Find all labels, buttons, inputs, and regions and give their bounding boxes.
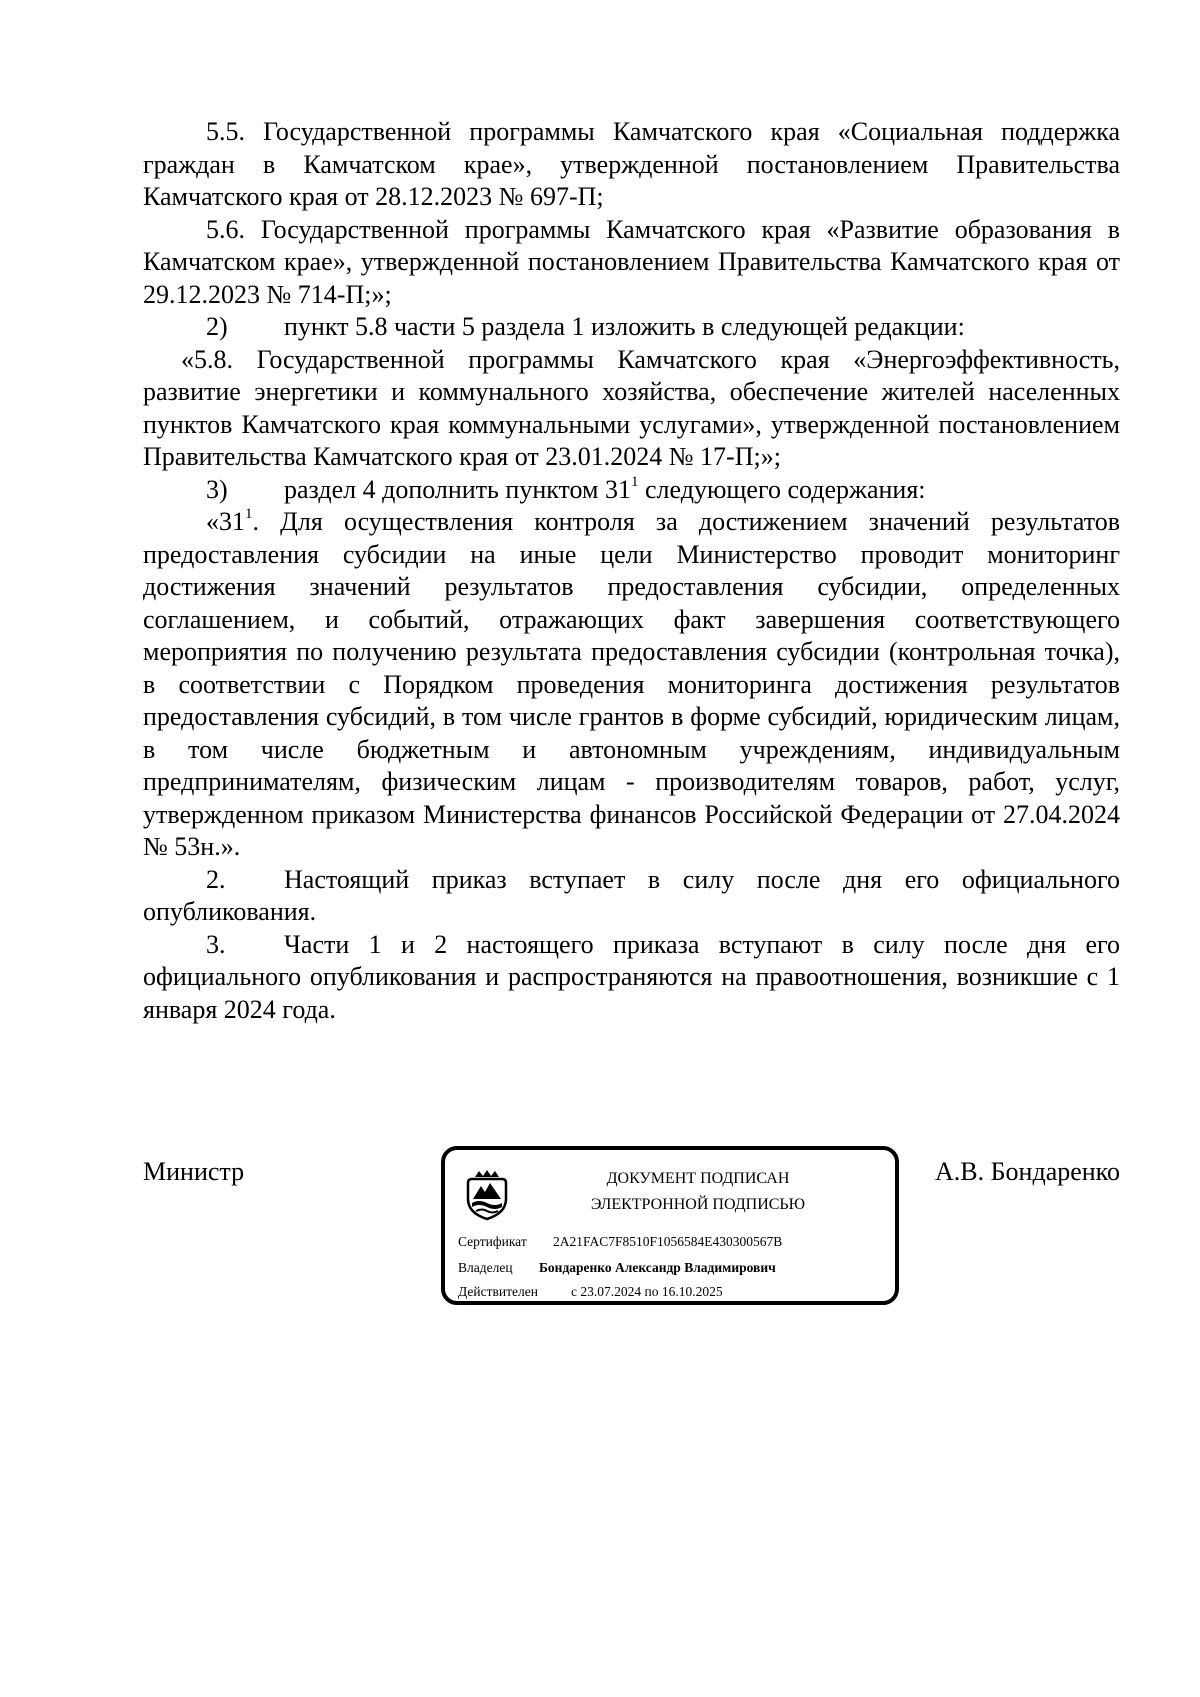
certificate-label: Сертификат bbox=[458, 1234, 527, 1249]
paragraph-number: 3) bbox=[206, 474, 228, 504]
paragraph-text: пункт 5.8 части 5 раздела 1 изложить в следующей редакции: bbox=[284, 312, 965, 341]
paragraph-text: «5.8. Государственной программы Камчатского края «Энергоэффективность, развитие энергетики и коммунального хозяйства, обеспечение жителей населенных пунктов Камчатского края коммунальными услугами», утвержденной постановлением Правительства Камчатского края от 23.01.2024 № 17-П;»; bbox=[143, 344, 1120, 471]
numbered-paragraph bbox=[143, 864, 1120, 929]
owner-value: Бондаренко Александр Владимирович bbox=[539, 1260, 776, 1275]
superscript: 1 bbox=[245, 506, 253, 522]
certificate-value: 2A21FAC7F8510F1056584E430300567B bbox=[553, 1234, 783, 1249]
paragraph bbox=[143, 116, 1120, 214]
owner-label: Владелец bbox=[458, 1260, 513, 1275]
numbered-paragraph bbox=[143, 929, 1120, 1027]
stamp-heading bbox=[533, 1166, 863, 1218]
validity-value: с 23.07.2024 по 16.10.2025 bbox=[571, 1284, 723, 1299]
stamp-heading-line2: ЭЛЕКТРОННОЙ ПОДПИСЬЮ bbox=[590, 1196, 806, 1213]
validity-label: Действителен bbox=[458, 1284, 538, 1299]
numbered-paragraph bbox=[143, 474, 1120, 507]
superscript: 1 bbox=[631, 473, 639, 490]
stamp-heading-line1: ДОКУМЕНТ ПОДПИСАН bbox=[606, 1170, 790, 1187]
paragraph bbox=[143, 214, 1120, 312]
paragraph-text: 5.5. Государственной программы Камчатского края «Социальная поддержка граждан в Камчатском крае», утвержденной постановлением Правительства Камчатского края от 28.12.2023 № 697-П; bbox=[143, 117, 1120, 211]
paragraph-text-continued: следующего содержания: bbox=[638, 474, 926, 504]
paragraph-number: 3. bbox=[206, 929, 226, 959]
kamchatka-coat-of-arms-icon bbox=[464, 1169, 510, 1221]
stamp-certificate-row bbox=[458, 1234, 782, 1250]
paragraph bbox=[143, 344, 1120, 474]
paragraph bbox=[143, 506, 1120, 864]
signer-title: Министр bbox=[143, 1157, 245, 1186]
paragraph-text: Части 1 и 2 настоящего приказа вступают в силу после дня его официального опубликования и распространяются на правоотношения, возникшие с 1 января 2024 года. bbox=[143, 929, 1120, 1024]
stamp-owner-row bbox=[458, 1260, 776, 1276]
paragraph-text: раздел 4 дополнить пунктом 31 bbox=[284, 474, 632, 504]
electronic-signature-stamp bbox=[441, 1146, 899, 1305]
paragraph-number: 2. bbox=[206, 864, 226, 894]
stamp-validity-row bbox=[458, 1284, 723, 1300]
numbered-paragraph bbox=[143, 311, 1120, 344]
paragraph-text-continued: . Для осуществления контроля за достижением значений результатов предоставления субсидии на иные цели Министерство проводит мониторинг достижения значений результатов предоставления субсидии, определенных соглашением, и событий, отражающих факт завершения соответствующего мероприятия по получению результата предоставления субсидии (контрольная точка), в соответствии с Порядком проведения мониторинга достижения результатов предоставления субсидий, в том числе грантов в форме субсидий, юридическим лицам, в том числе бюджетным и автономным учреждениям, индивидуальным предпринимателям, физическим лицам - производителям товаров, работ, услуг, утвержденном приказом Министерства финансов Российской Федерации от 27.04.2024 № 53н.». bbox=[143, 507, 1120, 861]
document-body bbox=[143, 116, 1120, 1026]
paragraph-text: «31 bbox=[206, 507, 245, 536]
paragraph-number: 2) bbox=[206, 312, 228, 341]
signer-name: А.В. Бондаренко bbox=[935, 1157, 1120, 1186]
paragraph-text: 5.6. Государственной программы Камчатского края «Развитие образования в Камчатском крае», утвержденной постановлением Правительства Камчатского края от 29.12.2023 № 714-П;»; bbox=[143, 214, 1120, 309]
paragraph-text: Настоящий приказ вступает в силу после дня его официального опубликования. bbox=[143, 864, 1120, 926]
